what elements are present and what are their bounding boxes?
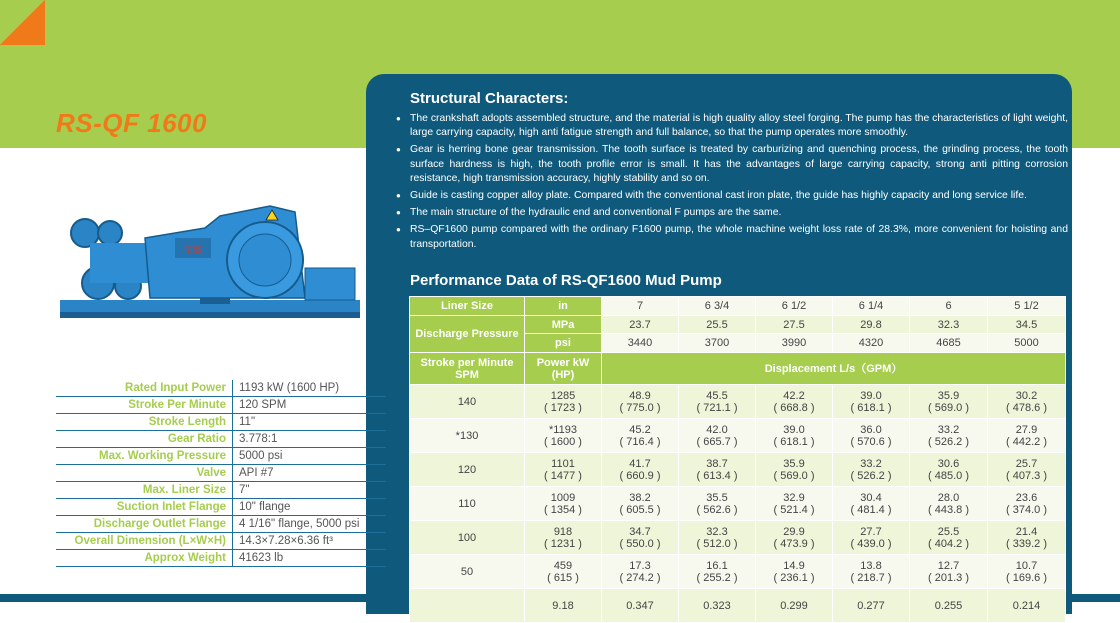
liner-cell: 6 [910, 297, 988, 316]
displacement-gpm: ( 775.0 ) [619, 401, 661, 414]
displacement-cell [833, 385, 910, 419]
spec-label: Approx Weight [56, 550, 233, 567]
displacement-cell [833, 487, 910, 521]
displacement-gpm: ( 201.3 ) [928, 571, 969, 584]
liner-cell: 5 1/2 [988, 297, 1066, 316]
displacement-ls: 30.4 [860, 491, 882, 504]
performance-title: Performance Data of RS-QF1600 Mud Pump [410, 272, 722, 289]
displacement-cell [988, 385, 1066, 419]
liner-cell: 7 [602, 297, 679, 316]
power-cell [525, 419, 602, 453]
displacement-cell [988, 521, 1066, 555]
mpa-cell: 34.5 [988, 316, 1066, 334]
power-hp: ( 1231 ) [544, 537, 582, 550]
displacement-ls: 36.0 [860, 423, 882, 436]
displacement-cell [910, 521, 988, 555]
displacement-ls: 23.6 [1015, 491, 1038, 504]
structural-list [396, 112, 1068, 255]
displacement-gpm: ( 236.1 ) [773, 571, 815, 584]
displacement-ls: 45.2 [629, 423, 651, 436]
displacement-cell [910, 487, 988, 521]
power-kw: 9.18 [552, 599, 574, 612]
psi-cell: 4320 [833, 334, 910, 353]
displacement-gpm: ( 485.0 ) [928, 469, 969, 482]
power-hp: ( 1477 ) [544, 469, 582, 482]
table-row [410, 297, 1066, 316]
displacement-gpm: ( 274.2 ) [619, 571, 661, 584]
power-kw: 459 [553, 559, 573, 572]
displacement-gpm: ( 169.6 ) [1006, 571, 1047, 584]
spm-cell: 140 [410, 385, 525, 419]
spec-row [56, 414, 386, 431]
displacement-cell [910, 385, 988, 419]
mpa-cell: 32.3 [910, 316, 988, 334]
psi-unit: psi [525, 334, 602, 353]
displacement-ls: 33.2 [860, 457, 882, 470]
spec-value: 10" flange [233, 499, 387, 516]
displacement-gpm: ( 660.9 ) [619, 469, 661, 482]
table-row [410, 353, 1066, 385]
displacement-cell [910, 419, 988, 453]
displacement-cell [679, 453, 756, 487]
displacement-gpm: ( 668.8 ) [773, 401, 815, 414]
list-item: ● The main structure of the hydraulic end and conventional F pumps are the same. [396, 206, 1068, 220]
displacement-gpm: ( 605.5 ) [619, 503, 661, 516]
displacement-gpm: ( 569.0 ) [928, 401, 969, 414]
spec-value: API #7 [233, 465, 387, 482]
displacement-ls: 0.255 [934, 599, 963, 612]
power-cell [525, 453, 602, 487]
displacement-gpm: ( 618.1 ) [850, 401, 892, 414]
displacement-gpm: ( 512.0 ) [696, 537, 738, 550]
displacement-gpm: ( 570.6 ) [850, 435, 892, 448]
psi-cell: 3440 [602, 334, 679, 353]
spec-label: Max. Liner Size [56, 482, 233, 499]
spm-cell: *130 [410, 419, 525, 453]
power-kw: 1101 [551, 457, 575, 470]
displacement-cell [988, 487, 1066, 521]
displacement-cell [756, 385, 833, 419]
displacement-cell [679, 419, 756, 453]
displacement-gpm: ( 478.6 ) [1006, 401, 1047, 414]
displacement-gpm: ( 339.2 ) [1006, 537, 1047, 550]
mpa-cell: 29.8 [833, 316, 910, 334]
liner-unit: in [525, 297, 602, 316]
power-hp: ( 1723 ) [544, 401, 582, 414]
pump-brand-label: 荣盛 [183, 246, 203, 256]
displacement-cell [756, 555, 833, 589]
displacement-cell [756, 487, 833, 521]
displacement-cell [756, 453, 833, 487]
displacement-ls: 27.9 [1015, 423, 1038, 436]
displacement-cell [910, 555, 988, 589]
liner-size-header: Liner Size [410, 297, 525, 316]
displacement-cell [679, 385, 756, 419]
displacement-cell [679, 555, 756, 589]
displacement-gpm: ( 569.0 ) [773, 469, 815, 482]
power-kw: 1009 [550, 491, 576, 504]
displacement-ls: 0.347 [626, 599, 654, 612]
spec-label: Valve [56, 465, 233, 482]
displacement-ls: 28.0 [937, 491, 960, 504]
power-cell [525, 487, 602, 521]
liner-cell: 6 3/4 [679, 297, 756, 316]
displacement-ls: 25.7 [1015, 457, 1038, 470]
displacement-gpm: ( 716.4 ) [619, 435, 661, 448]
displacement-gpm: ( 613.4 ) [696, 469, 738, 482]
spec-value: 7" [233, 482, 387, 499]
displacement-gpm: ( 721.1 ) [696, 401, 738, 414]
spec-label: Suction Inlet Flange [56, 499, 233, 516]
liner-cell: 6 1/2 [756, 297, 833, 316]
displacement-ls: 39.0 [783, 423, 805, 436]
table-row [410, 589, 1066, 623]
displacement-cell [602, 419, 679, 453]
spec-value: 41623 lb [233, 550, 387, 567]
displacement-cell [602, 589, 679, 623]
displacement-ls: 25.5 [937, 525, 960, 538]
displacement-ls: 48.9 [629, 389, 651, 402]
displacement-gpm: ( 473.9 ) [773, 537, 815, 550]
displacement-gpm: ( 443.8 ) [928, 503, 969, 516]
displacement-ls: 45.5 [706, 389, 728, 402]
displacement-cell [833, 555, 910, 589]
psi-cell: 4685 [910, 334, 988, 353]
power-kw: 918 [553, 525, 573, 538]
spec-row [56, 516, 386, 533]
displacement-cell [679, 521, 756, 555]
spec-label: Discharge Outlet Flange [56, 516, 233, 533]
displacement-gpm: ( 442.2 ) [1006, 435, 1047, 448]
spec-label: Rated Input Power [56, 380, 233, 397]
list-item: ● Gear is herring bone gear transmission. The tooth surface is treated by carburizing and quenching process, the grinding process, the tooth surface hardness is high, the tooth profile error is small. It has the advantages of large carrying capacity, strong anti pitting corrosion resistance, high transmission accuracy, highly stability and so on. [396, 143, 1068, 186]
displacement-ls: 42.2 [783, 389, 805, 402]
displacement-cell [988, 589, 1066, 623]
spec-row [56, 448, 386, 465]
displacement-ls: 35.9 [937, 389, 960, 402]
mpa-cell: 25.5 [679, 316, 756, 334]
displacement-cell [988, 419, 1066, 453]
displacement-gpm: ( 618.1 ) [773, 435, 815, 448]
displacement-gpm: ( 521.4 ) [773, 503, 815, 516]
displacement-cell [679, 589, 756, 623]
spm-cell [410, 589, 525, 623]
displacement-ls: 0.299 [780, 599, 808, 612]
table-row [410, 316, 1066, 334]
displacement-cell [756, 589, 833, 623]
displacement-ls: 42.0 [706, 423, 728, 436]
displacement-gpm: ( 665.7 ) [696, 435, 738, 448]
spec-value: 5000 psi [233, 448, 387, 465]
table-row [410, 453, 1066, 487]
list-item: ● The crankshaft adopts assembled structure, and the material is high quality alloy steel forging. The pump has the characteristics of light weight, large carrying capacity, high anti fatigue strength and full balance, so that the pump operates more smoothly. [396, 112, 1068, 140]
structural-title: Structural Characters: [410, 90, 569, 107]
displacement-ls: 38.2 [629, 491, 651, 504]
displacement-cell [602, 487, 679, 521]
spec-label: Stroke Length [56, 414, 233, 431]
displacement-ls: 14.9 [783, 559, 805, 572]
displacement-ls: 0.214 [1012, 599, 1041, 612]
displacement-gpm: ( 526.2 ) [928, 435, 969, 448]
spec-value: 14.3×7.28×6.36 ft³ [233, 533, 387, 550]
displacement-cell [602, 521, 679, 555]
displacement-cell [833, 521, 910, 555]
spec-row [56, 431, 386, 448]
power-hp: ( 615 ) [547, 571, 579, 584]
table-row [410, 555, 1066, 589]
liner-cell: 6 1/4 [833, 297, 910, 316]
displacement-ls: 10.7 [1015, 559, 1038, 572]
displacement-gpm: ( 218.7 ) [850, 571, 892, 584]
spec-row [56, 533, 386, 550]
displacement-header: Displacement L/s（GPM） [602, 353, 1066, 385]
mpa-unit: MPa [525, 316, 602, 334]
power-cell [525, 555, 602, 589]
displacement-cell [602, 385, 679, 419]
displacement-cell [756, 521, 833, 555]
displacement-cell [756, 419, 833, 453]
displacement-gpm: ( 255.2 ) [696, 571, 738, 584]
displacement-ls: 33.2 [937, 423, 960, 436]
power-kw: *1193 [549, 423, 577, 436]
spm-header: Stroke per Minute SPM [410, 353, 525, 385]
displacement-cell [988, 453, 1066, 487]
table-row [410, 419, 1066, 453]
displacement-gpm: ( 404.2 ) [928, 537, 969, 550]
mpa-cell: 23.7 [602, 316, 679, 334]
power-header: Power kW (HP) [525, 353, 602, 385]
displacement-ls: 17.3 [629, 559, 651, 572]
displacement-cell [602, 453, 679, 487]
displacement-cell [833, 419, 910, 453]
psi-cell: 5000 [988, 334, 1066, 353]
mud-pump-image [60, 198, 370, 328]
mpa-cell: 27.5 [756, 316, 833, 334]
displacement-gpm: ( 407.3 ) [1006, 469, 1047, 482]
discharge-pressure-header: Discharge Pressure [410, 316, 525, 353]
spec-table [56, 380, 386, 567]
displacement-ls: 32.9 [783, 491, 805, 504]
spm-cell: 100 [410, 521, 525, 555]
displacement-ls: 27.7 [860, 525, 882, 538]
power-cell [525, 521, 602, 555]
displacement-cell [910, 453, 988, 487]
displacement-ls: 29.9 [783, 525, 805, 538]
displacement-gpm: ( 481.4 ) [850, 503, 892, 516]
spec-row [56, 482, 386, 499]
spec-label: Overall Dimension (L×W×H) [56, 533, 233, 550]
spec-value: 1193 kW (1600 HP) [233, 380, 387, 397]
spec-label: Max. Working Pressure [56, 448, 233, 465]
spm-cell: 120 [410, 453, 525, 487]
list-item: ● Guide is casting copper alloy plate. Compared with the conventional cast iron plate, the guide has highly capacity and long service life. [396, 189, 1068, 203]
psi-cell: 3700 [679, 334, 756, 353]
displacement-ls: 16.1 [706, 559, 728, 572]
corner-accent [0, 0, 45, 45]
list-item: ● RS–QF1600 pump compared with the ordinary F1600 pump, the whole machine weight loss rate of 28.3%, more convenient for hoisting and transportation. [396, 223, 1068, 251]
spec-value: 3.778:1 [233, 431, 387, 448]
displacement-ls: 39.0 [860, 389, 882, 402]
spec-row [56, 465, 386, 482]
table-row [410, 385, 1066, 419]
power-cell [525, 385, 602, 419]
displacement-cell [833, 453, 910, 487]
spec-value: 11" [233, 414, 387, 431]
spec-value: 4 1/16" flange, 5000 psi [233, 516, 387, 533]
displacement-ls: 32.3 [706, 525, 728, 538]
spec-label: Gear Ratio [56, 431, 233, 448]
spec-row [56, 499, 386, 516]
displacement-cell [988, 555, 1066, 589]
displacement-ls: 41.7 [629, 457, 651, 470]
spec-row [56, 397, 386, 414]
displacement-ls: 0.323 [703, 599, 731, 612]
displacement-gpm: ( 374.0 ) [1006, 503, 1047, 516]
power-kw: 1285 [550, 389, 576, 402]
spm-cell: 50 [410, 555, 525, 589]
displacement-gpm: ( 550.0 ) [619, 537, 661, 550]
displacement-cell [833, 589, 910, 623]
spec-value: 120 SPM [233, 397, 387, 414]
displacement-ls: 12.7 [937, 559, 960, 572]
power-hp: ( 1600 ) [544, 435, 582, 448]
psi-cell: 3990 [756, 334, 833, 353]
displacement-ls: 35.9 [783, 457, 805, 470]
spec-row [56, 380, 386, 397]
table-row [410, 521, 1066, 555]
displacement-ls: 0.277 [857, 599, 885, 612]
displacement-ls: 13.8 [860, 559, 882, 572]
displacement-cell [602, 555, 679, 589]
displacement-ls: 34.7 [629, 525, 651, 538]
displacement-gpm: ( 526.2 ) [850, 469, 892, 482]
displacement-ls: 21.4 [1015, 525, 1038, 538]
model-title: RS-QF 1600 [56, 108, 207, 138]
table-row [410, 487, 1066, 521]
displacement-ls: 35.5 [706, 491, 728, 504]
power-cell [525, 589, 602, 623]
displacement-gpm: ( 439.0 ) [850, 537, 892, 550]
performance-table [409, 296, 1066, 623]
displacement-ls: 38.7 [706, 457, 728, 470]
power-hp: ( 1354 ) [544, 503, 582, 516]
displacement-ls: 30.2 [1015, 389, 1038, 402]
spec-row [56, 550, 386, 567]
spec-label: Stroke Per Minute [56, 397, 233, 414]
displacement-cell [679, 487, 756, 521]
displacement-gpm: ( 562.6 ) [696, 503, 738, 516]
displacement-cell [910, 589, 988, 623]
spm-cell: 110 [410, 487, 525, 521]
displacement-ls: 30.6 [937, 457, 960, 470]
